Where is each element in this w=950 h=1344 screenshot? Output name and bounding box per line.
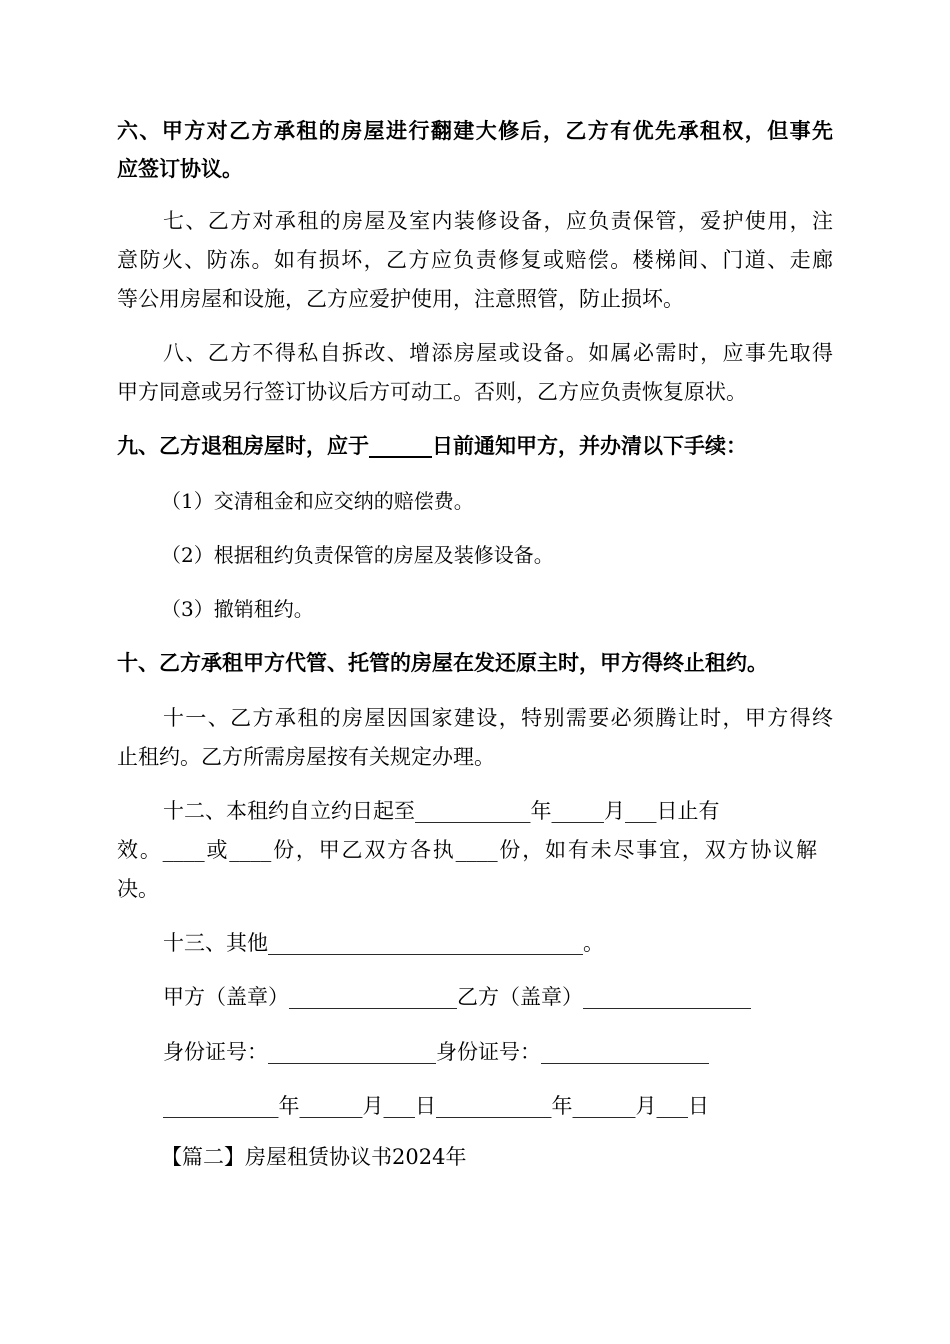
clause-9-suffix: 日前通知甲方，并办清以下手续： [432,433,747,458]
clause-9-item-3: （3）撤销租约。 [161,597,314,621]
next-section-title: 【篇二】房屋租赁协议书2024年 [161,1145,467,1169]
clause-9-heading [117,431,747,461]
clause-13: 十三、其他______________________________。 [163,931,604,955]
clause-10: 十、乙方承租甲方代管、托管的房屋在发还原主时，甲方得终止租约。 [117,650,768,675]
clause-9-blank: ______ [369,433,432,458]
clause-6-line-1: 六、甲方对乙方承租的房屋进行翻建大修后，乙方有优先承租权，但事先 [117,118,833,143]
clause-7-line-1: 七、乙方对承租的房屋及室内装修设备，应负责保管，爱护使用，注 [163,209,833,233]
clause-12-line-1: 十二、本租约自立约日起至___________年_____月___日止有 [163,799,720,823]
clause-8-line-1: 八、乙方不得私自拆改、增添房屋或设备。如属必需时，应事先取得 [163,341,833,365]
clause-7-line-3: 等公用房屋和设施，乙方应爱护使用，注意照管，防止损坏。 [117,287,684,311]
date-line: ___________年______月___日___________年______月___日 [163,1094,709,1118]
id-number-line: 身份证号：________________身份证号：________________ [163,1040,709,1064]
party-seal-line: 甲方（盖章）________________乙方（盖章）________________ [163,985,751,1009]
clause-12-line-3: 决。 [117,877,159,901]
clause-11-line-2: 止租约。乙方所需房屋按有关规定办理。 [117,745,495,769]
clause-8-line-2: 甲方同意或另行签订协议后方可动工。否则，乙方应负责恢复原状。 [117,380,747,404]
clause-9-item-1: （1）交清租金和应交纳的赔偿费。 [161,489,474,513]
clause-9-item-2: （2）根据租约负责保管的房屋及装修设备。 [161,543,554,567]
clause-7-line-2: 意防火、防冻。如有损坏，乙方应负责修复或赔偿。楼梯间、门道、走廊 [117,248,833,272]
clause-11-line-1: 十一、乙方承租的房屋因国家建设，特别需要必须腾让时，甲方得终 [163,706,833,730]
clause-9-prefix: 九、乙方退租房屋时，应于 [117,433,369,458]
clause-12-line-2: 效。____或____份，甲乙双方各执____份，如有未尽事宜，双方协议解 [117,838,817,862]
clause-6-line-2: 应签订协议。 [117,156,243,181]
